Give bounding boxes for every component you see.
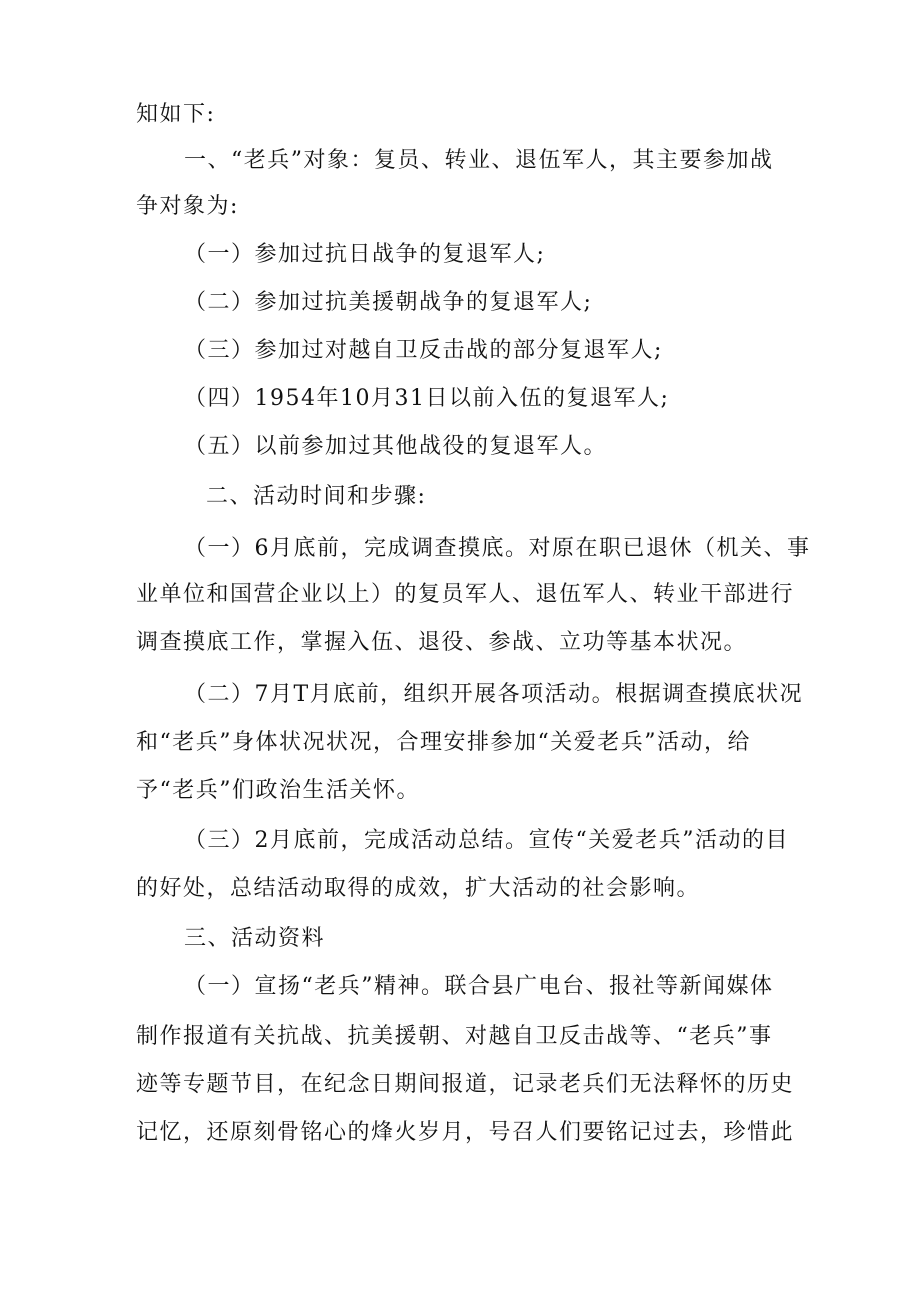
paragraph-line: （二）7月T月底前，组织开展各项活动。根据调查摸底状况 — [184, 682, 804, 707]
list-item: （二）参加过抗美援朝战争的复退军人; — [184, 290, 593, 315]
list-item: （三）参加过对越自卫反击战的部分复退军人; — [184, 338, 663, 363]
paragraph-line: 制作报道有关抗战、抗美援朝、对越自卫反击战等、“老兵”事 — [136, 1024, 773, 1049]
section-heading: 一、“老兵”对象：复员、转业、退伍军人，其主要参加战 — [184, 148, 774, 173]
text-line: 知如下: — [136, 102, 216, 127]
paragraph-line: （一）6月底前，完成调查摸底。对原在职已退休（机关、事 — [184, 536, 811, 561]
section-heading: 三、活动资料 — [184, 926, 326, 951]
paragraph-line: 予“老兵”们政治生活关怀。 — [136, 778, 420, 803]
list-item: （一）参加过抗日战争的复退军人; — [184, 242, 546, 267]
paragraph-line: （一）宣扬“老兵”精神。联合县广电台、报社等新闻媒体 — [184, 974, 774, 999]
text-line: 争对象为: — [136, 194, 239, 219]
paragraph-line: 记忆，还原刻骨铭心的烽火岁月，号召人们要铭记过去，珍惜此 — [136, 1120, 795, 1145]
paragraph-line: 迹等专题节目，在纪念日期间报道，记录老兵们无法释怀的历史 — [136, 1072, 795, 1097]
paragraph-line: （三）2月底前，完成活动总结。宣传“关爱老兵”活动的目 — [184, 828, 789, 853]
paragraph-line: 和“老兵”身体状况状况，合理安排参加“关爱老兵”活动，给 — [136, 730, 751, 755]
list-item: （四）1954年10月31日以前入伍的复退军人; — [184, 386, 670, 411]
paragraph-line: 调查摸底工作，掌握入伍、退役、参战、立功等基本状况。 — [136, 630, 748, 655]
paragraph-line: 业单位和国营企业以上）的复员军人、退伍军人、转业干部进行 — [136, 582, 795, 607]
paragraph-line: 的好处，总结活动取得的成效，扩大活动的社会影响。 — [136, 876, 701, 901]
list-item: （五）以前参加过其他战役的复退军人。 — [184, 434, 608, 459]
section-heading: 二、活动时间和步骤: — [206, 484, 427, 509]
